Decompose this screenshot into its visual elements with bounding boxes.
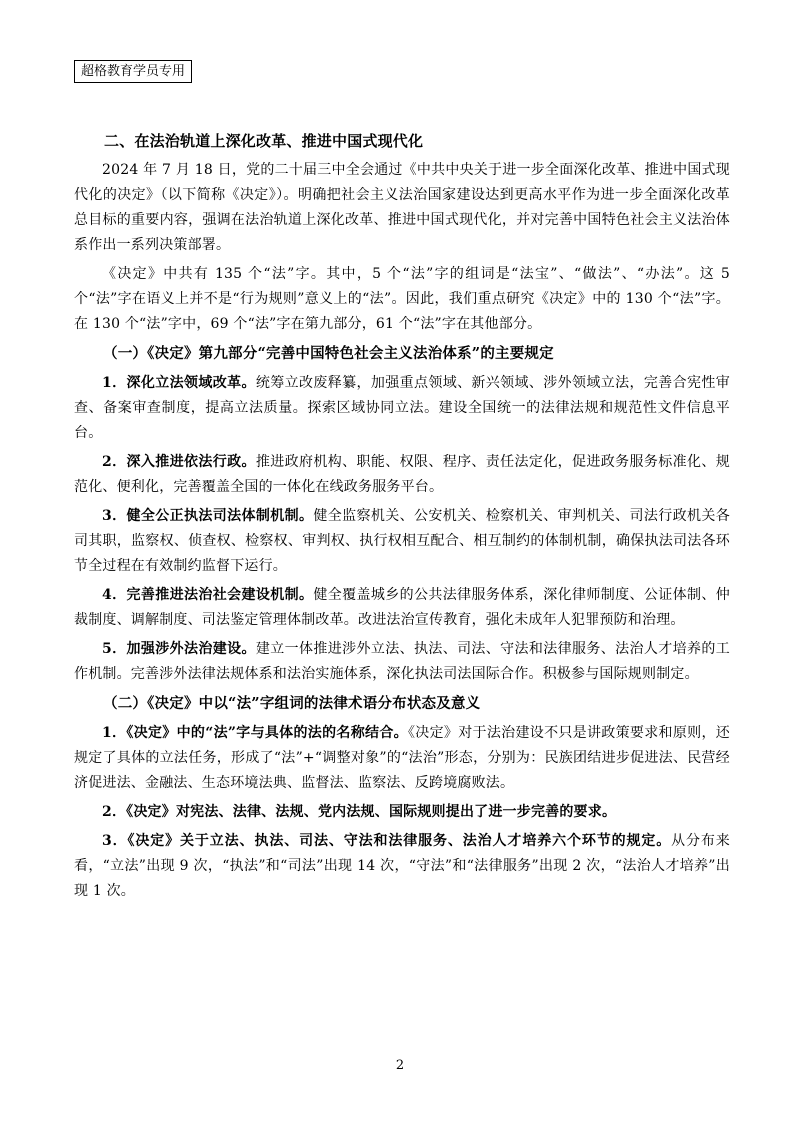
intro-paragraph: 《决定》中共有 135 个“法”字。其中，5 个“法”字的组词是“法宝”、“做法”、“办法”。这 5 个“法”字在语义上并不是“行为规则”意义上的“法”。因此，我们重点研究《决定》中的 130 个“法”字。在 130 个“法”字中，69 个“法”字在第九部分，61 个“法”字在其他部分。 xyxy=(74,266,730,332)
document-body xyxy=(74,128,730,904)
item-lead: 5．加强涉外法治建设。 xyxy=(102,641,256,657)
item-body: 健全监察机关、公安机关、检察机关、审判机关、司法行政机关各司其职，监察权、侦查权、检察权、审判权、执行权相互配合、相互制约的体制机制，确保执法司法各环节全过程在有效制约监督下运行。 xyxy=(74,508,730,574)
list-item xyxy=(74,371,730,446)
item-body: 建立一体推进涉外立法、执法、司法、守法和法律服务、法治人才培养的工作机制。完善涉外法律法规体系和法治实施体系，深化执法司法国际合作。积极参与国际规则制定。 xyxy=(74,641,730,682)
item-lead: 1．《决定》中的“法”字与具体的法的名称结合。 xyxy=(102,725,408,741)
item-body: 健全覆盖城乡的公共法律服务体系，深化律师制度、公证体制、仲裁制度、调解制度、司法鉴定管理体制改革。改进法治宣传教育，强化未成年人犯罪预防和治理。 xyxy=(74,587,730,628)
intro-paragraph: 2024 年 7 月 18 日，党的二十届三中全会通过《中共中央关于进一步全面深化改革、推进中国式现代化的决定》（以下简称《决定》）。明确把社会主义法治国家建设达到更高水平作为进一步全面深化改革总目标的重要内容，强调在法治轨道上深化改革、推进中国式现代化，并对完善中国特色社会主义法治体系作出一系列决策部署。 xyxy=(74,162,730,253)
item-body: 推进政府机构、职能、权限、程序、责任法定化，促进政务服务标准化、规范化、便利化，完善覆盖全国的一体化在线政务服务平台。 xyxy=(74,454,730,495)
item-lead: 3．健全公正执法司法体制机制。 xyxy=(102,508,314,524)
document-tag: 超格教育学员专用 xyxy=(74,60,192,83)
item-lead: 4．完善推进法治社会建设机制。 xyxy=(102,587,314,603)
subsection-heading: （一）《决定》第九部分“完善中国特色社会主义法治体系”的主要规定 xyxy=(103,345,554,362)
item-body: 《决定》对于法治建设不只是讲政策要求和原则，还规定了具体的立法任务，形成了“法”+“调整对象”的“法治”形态，分别为：民族团结进步促进法、民营经济促进法、金融法、生态环境法典、监督法、监察法、反跨境腐败法。 xyxy=(74,725,730,791)
item-lead: 3．《决定》关于立法、执法、司法、守法和法律服务、法治人才培养六个环节的规定。 xyxy=(102,833,672,849)
list-item xyxy=(74,504,730,579)
item-body: 从分布来看，“立法”出现 9 次，“执法”和“司法”出现 14 次，“守法”和“法律服务”出现 2 次，“法治人才培养”出现 1 次。 xyxy=(74,833,730,899)
subsection-heading: （二）《决定》中以“法”字组词的法律术语分布状态及意义 xyxy=(103,695,481,712)
list-item xyxy=(74,637,730,687)
page-number: 2 xyxy=(395,1058,405,1073)
list-item xyxy=(74,829,730,904)
list-item xyxy=(74,583,730,633)
item-lead: 2．深入推进依法行政。 xyxy=(102,454,256,470)
item-lead: 2．《决定》对宪法、法律、法规、党内法规、国际规则提出了进一步完善的要求。 xyxy=(102,804,617,820)
item-body: 统筹立改废释纂，加强重点领域、新兴领域、涉外领域立法，完善合宪性审查、备案审查制度，提高立法质量。探索区域协同立法。建设全国统一的法律法规和规范性文件信息平台。 xyxy=(74,375,730,441)
list-item xyxy=(74,800,730,825)
item-lead: 1．深化立法领域改革。 xyxy=(102,375,256,391)
list-item xyxy=(74,721,730,796)
list-item xyxy=(74,450,730,500)
section-heading: 二、在法治轨道上深化改革、推进中国式现代化 xyxy=(104,132,424,150)
